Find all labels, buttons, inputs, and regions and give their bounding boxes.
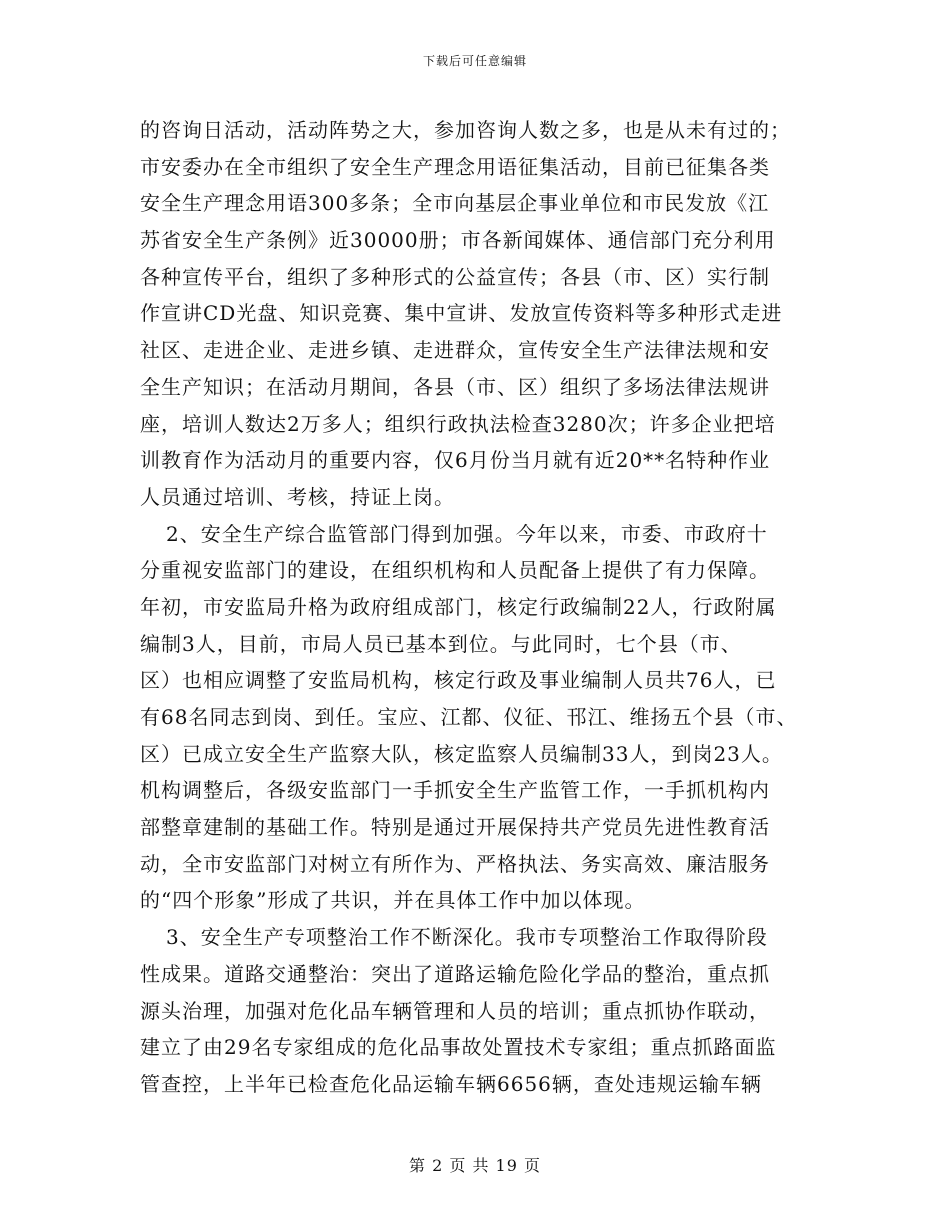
body-line: 各种宣传平台，组织了多种形式的公益宣传；各县（市、区）实行制 <box>140 264 770 289</box>
body-line: 源头治理，加强对危化品车辆管理和人员的培训；重点抓协作联动， <box>140 998 770 1023</box>
body-line: 作宣讲CD光盘、知识竞赛、集中宣讲、发放宣传资料等多种形式走进 <box>140 301 783 326</box>
body-line: 动，全市安监部门对树立有所作为、严格执法、务实高效、廉洁服务 <box>140 851 770 876</box>
page-header-note: 下载后可任意编辑 <box>422 54 527 68</box>
body-line: 苏省安全生产条例》近30000册；市各新闻媒体、通信部门充分利用 <box>140 228 776 253</box>
body-line: 训教育作为活动月的重要内容，仅6月份当月就有近20**名特种作业 <box>140 448 771 473</box>
body-line: 机构调整后，各级安监部门一手抓安全生产监管工作，一手抓机构内 <box>140 778 770 803</box>
document-body <box>140 112 812 1103</box>
body-line: 区）也相应调整了安监局机构，核定行政及事业编制人员共76人，已 <box>140 668 777 693</box>
body-line: 市安委办在全市组织了安全生产理念用语征集活动，目前已征集各类 <box>140 154 770 179</box>
body-line: 安全生产理念用语300多条；全市向基层企事业单位和市民发放《江 <box>140 191 770 216</box>
body-line: 建立了由29名专家组成的危化品事故处置技术专家组；重点抓路面监 <box>140 1035 777 1060</box>
body-line: 年初，市安监局升格为政府组成部门，核定行政编制22人，行政附属 <box>140 594 777 619</box>
body-line: 区）已成立安全生产监察大队，核定监察人员编制33人，到岗23人。 <box>140 741 783 766</box>
body-line: 的咨询日活动，活动阵势之大，参加咨询人数之多，也是从未有过的； <box>140 118 791 142</box>
body-line: 管查控，上半年已检查危化品运输车辆6656辆，查处违规运输车辆 <box>140 1071 762 1096</box>
body-line: 有68名同志到岗、到任。宝应、江都、仪征、邗江、维扬五个县（市、 <box>140 705 798 729</box>
body-line: 编制3人，目前，市局人员已基本到位。与此同时，七个县（市、 <box>140 631 742 656</box>
body-line: 全生产知识；在活动月期间，各县（市、区）组织了多场法律法规讲 <box>140 374 770 399</box>
body-line: 分重视安监部门的建设，在组织机构和人员配备上提供了有力保障。 <box>140 558 770 583</box>
paragraph-start-line: 2、安全生产综合监管部门得到加强。今年以来，市委、市政府十 <box>166 521 768 546</box>
body-line: 座，培训人数达2万多人；组织行政执法检查3280次；许多企业把培 <box>140 411 776 436</box>
body-line: 人员通过培训、考核，持证上岗。 <box>140 484 455 509</box>
body-line: 性成果。道路交通整治：突出了道路运输危险化学品的整治，重点抓 <box>140 961 770 986</box>
page-number-footer: 第 2 页 共 19 页 <box>409 1156 541 1175</box>
body-line: 社区、走进企业、走进乡镇、走进群众，宣传安全生产法律法规和安 <box>140 338 770 363</box>
body-line: 的“四个形象”形成了共识，并在具体工作中加以体现。 <box>140 888 646 913</box>
paragraph-start-line: 3、安全生产专项整治工作不断深化。我市专项整治工作取得阶段 <box>166 925 768 950</box>
body-line: 部整章建制的基础工作。特别是通过开展保持共产党员先进性教育活 <box>140 815 770 840</box>
